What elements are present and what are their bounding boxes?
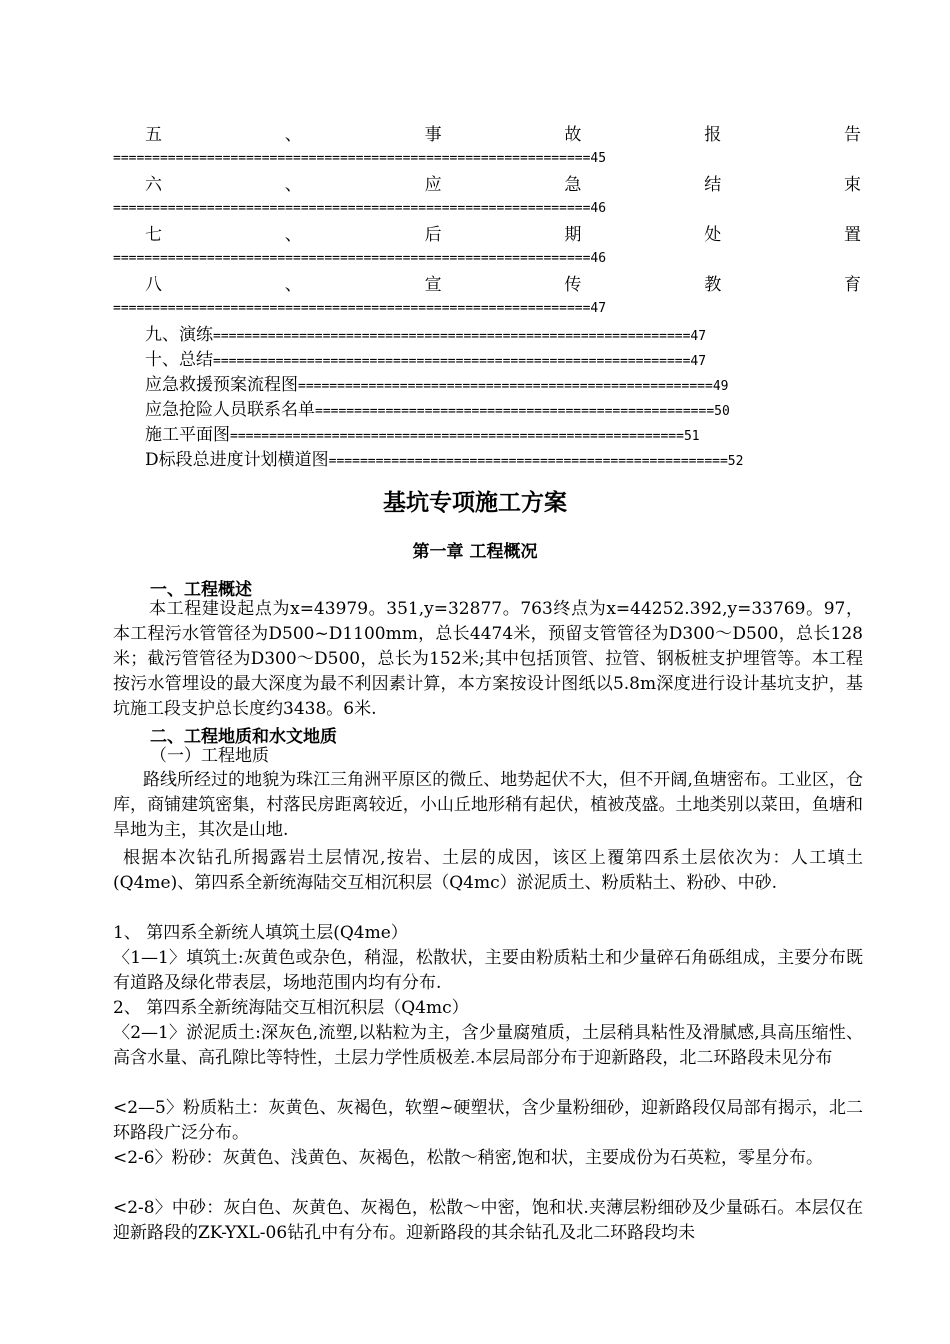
toc-entry-char: 七 bbox=[145, 225, 162, 245]
list-item-marine-layer: 2、 第四系全新统海陆交互相沉积层（Q4mc） bbox=[113, 998, 469, 1018]
toc-leader-page: ==========================================================51 bbox=[230, 429, 700, 444]
section-1-text: 本工程建设起点为x=43979。351,y=32877。763终点为x=44252.392,y=33769。97，本工程污水管管径为D500~D1100mm，总长4474米，预留支管管径为D300～D500，总长128米；截污管管径为D300～D500，总长为152米;其中包括顶管、拉管、钢板桩支护埋管等。本工程按污水管埋设的最大深度为最不利因素计算，本方案按设计图纸以5.8m深度进行设计基坑支护，基坑施工段支护总长度约3438。6米. bbox=[113, 599, 863, 719]
toc-entry-row bbox=[145, 124, 861, 146]
toc-entry-row bbox=[145, 274, 861, 296]
section-1-heading: 一、工程概述 bbox=[150, 580, 252, 600]
toc-entry-label: D标段总进度计划横道图 bbox=[145, 450, 329, 470]
toc-entry-label: 九、演练 bbox=[145, 325, 213, 345]
toc-entry-char: 应 bbox=[424, 175, 442, 195]
toc-entry bbox=[145, 449, 743, 473]
paragraph-fill-soil: 〈1—1〉填筑土:灰黄色或杂色，稍湿，松散状，主要由粉质粘土和少量碎石角砾组成，主要分布既有道路及绿化带表层，场地范围内均有分布. bbox=[113, 948, 863, 993]
toc-leader-page: =============================================================47 bbox=[213, 329, 707, 344]
paragraph-silt: 〈2—1〉淤泥质土:深灰色,流塑,以粘粒为主，含少量腐殖质，土层稍具粘性及滑腻感,具高压缩性、高含水量、高孔隙比等特性，土层力学性质极差.本层局部分布于迎新路段，北二环路段未见分布 bbox=[113, 1023, 863, 1068]
toc-entry-char: 、 bbox=[284, 125, 302, 145]
toc-entry-char: 、 bbox=[284, 225, 302, 245]
toc-entry-char: 宣 bbox=[424, 275, 442, 295]
toc-entry bbox=[145, 374, 728, 398]
toc-entry-label: 应急救援预案流程图 bbox=[145, 375, 298, 395]
toc-entry-char: 教 bbox=[704, 275, 722, 295]
toc-leader-page: =============================================================47 bbox=[113, 301, 607, 316]
paragraph-medium-sand: <2-8〉中砂：灰白色、灰黄色、灰褐色，松散～中密，饱和状.夹薄层粉细砂及少量砾石。本层仅在迎新路段的ZK-YXL-06钻孔中有分布。迎新路段的其余钻孔及北二环路段均未 bbox=[113, 1198, 863, 1243]
toc-entry bbox=[145, 324, 706, 348]
toc-leader-page: =============================================================46 bbox=[113, 201, 607, 216]
toc-entry-char: 故 bbox=[564, 125, 582, 145]
paragraph-terrain: 路线所经过的地貌为珠江三角洲平原区的微丘、地势起伏不大，但不开阔,鱼塘密布。工业区，仓库，商铺建筑密集，村落民房距离较近，小山丘地形稍有起伏，植被茂盛。土地类别以菜田，鱼塘和旱地为主，其次是山地. bbox=[113, 770, 863, 840]
paragraph-strata: 根据本次钻孔所揭露岩土层情况,按岩、土层的成因，该区上覆第四系土层依次为：人工填土(Q4me)、第四系全新统海陆交互相沉积层（Q4mc）淤泥质土、粉质粘土、粉砂、中砂. bbox=[113, 848, 863, 893]
toc-entry-label: 十、总结 bbox=[145, 350, 213, 370]
toc-entry-char: 期 bbox=[564, 225, 582, 245]
toc-entry-char: 后 bbox=[424, 225, 442, 245]
chapter-title: 第一章 工程概况 bbox=[412, 542, 538, 562]
toc-entry-char: 六 bbox=[145, 175, 162, 195]
toc-entry-char: 处 bbox=[704, 225, 722, 245]
toc-entry bbox=[145, 399, 730, 423]
toc-entry bbox=[145, 424, 700, 448]
toc-leader-page: =============================================================45 bbox=[113, 151, 607, 166]
toc-leader-page: =============================================================46 bbox=[113, 251, 607, 266]
toc-entry-char: 结 bbox=[704, 175, 722, 195]
paragraph-silty-sand: <2-6〉粉砂：灰黄色、浅黄色、灰褐色，松散～稍密,饱和状，主要成份为石英粒，零星分布。 bbox=[113, 1148, 824, 1168]
toc-entry-label: 施工平面图 bbox=[145, 425, 230, 445]
toc-entry-char: 置 bbox=[843, 225, 861, 245]
section-2-heading: 二、工程地质和水文地质 bbox=[150, 727, 337, 747]
toc-entry-row bbox=[145, 224, 861, 246]
toc-entry bbox=[145, 349, 706, 373]
toc-entry-char: 告 bbox=[843, 125, 861, 145]
toc-entry-char: 、 bbox=[284, 275, 302, 295]
toc-entry-char: 事 bbox=[424, 125, 442, 145]
toc-entry-label: 应急抢险人员联系名单 bbox=[145, 400, 315, 420]
toc-entry-char: 育 bbox=[843, 275, 861, 295]
toc-entry-row bbox=[145, 174, 861, 196]
toc-entry-char: 报 bbox=[704, 125, 722, 145]
toc-leader-page: =============================================================47 bbox=[213, 354, 707, 369]
toc-entry-char: 束 bbox=[843, 175, 861, 195]
subsection-geology: （一）工程地质 bbox=[150, 746, 269, 766]
toc-leader-page: =====================================================49 bbox=[298, 379, 729, 394]
toc-leader-page: ===================================================52 bbox=[328, 454, 744, 469]
toc-entry-char: 五 bbox=[145, 125, 162, 145]
paragraph-silty-clay: <2—5〉粉质粘土：灰黄色、灰褐色，软塑~硬塑状，含少量粉细砂，迎新路段仅局部有揭示，北二环路段广泛分布。 bbox=[113, 1098, 863, 1143]
toc-entry-char: 、 bbox=[284, 175, 302, 195]
toc-leader-page: ===================================================50 bbox=[315, 404, 730, 419]
toc-entry-char: 急 bbox=[564, 175, 582, 195]
toc-entry-char: 传 bbox=[564, 275, 582, 295]
document-title: 基坑专项施工方案 bbox=[383, 489, 567, 516]
list-item-fill-layer: 1、 第四系全新统人填筑土层(Q4me） bbox=[113, 923, 408, 943]
toc-entry-char: 八 bbox=[145, 275, 162, 295]
